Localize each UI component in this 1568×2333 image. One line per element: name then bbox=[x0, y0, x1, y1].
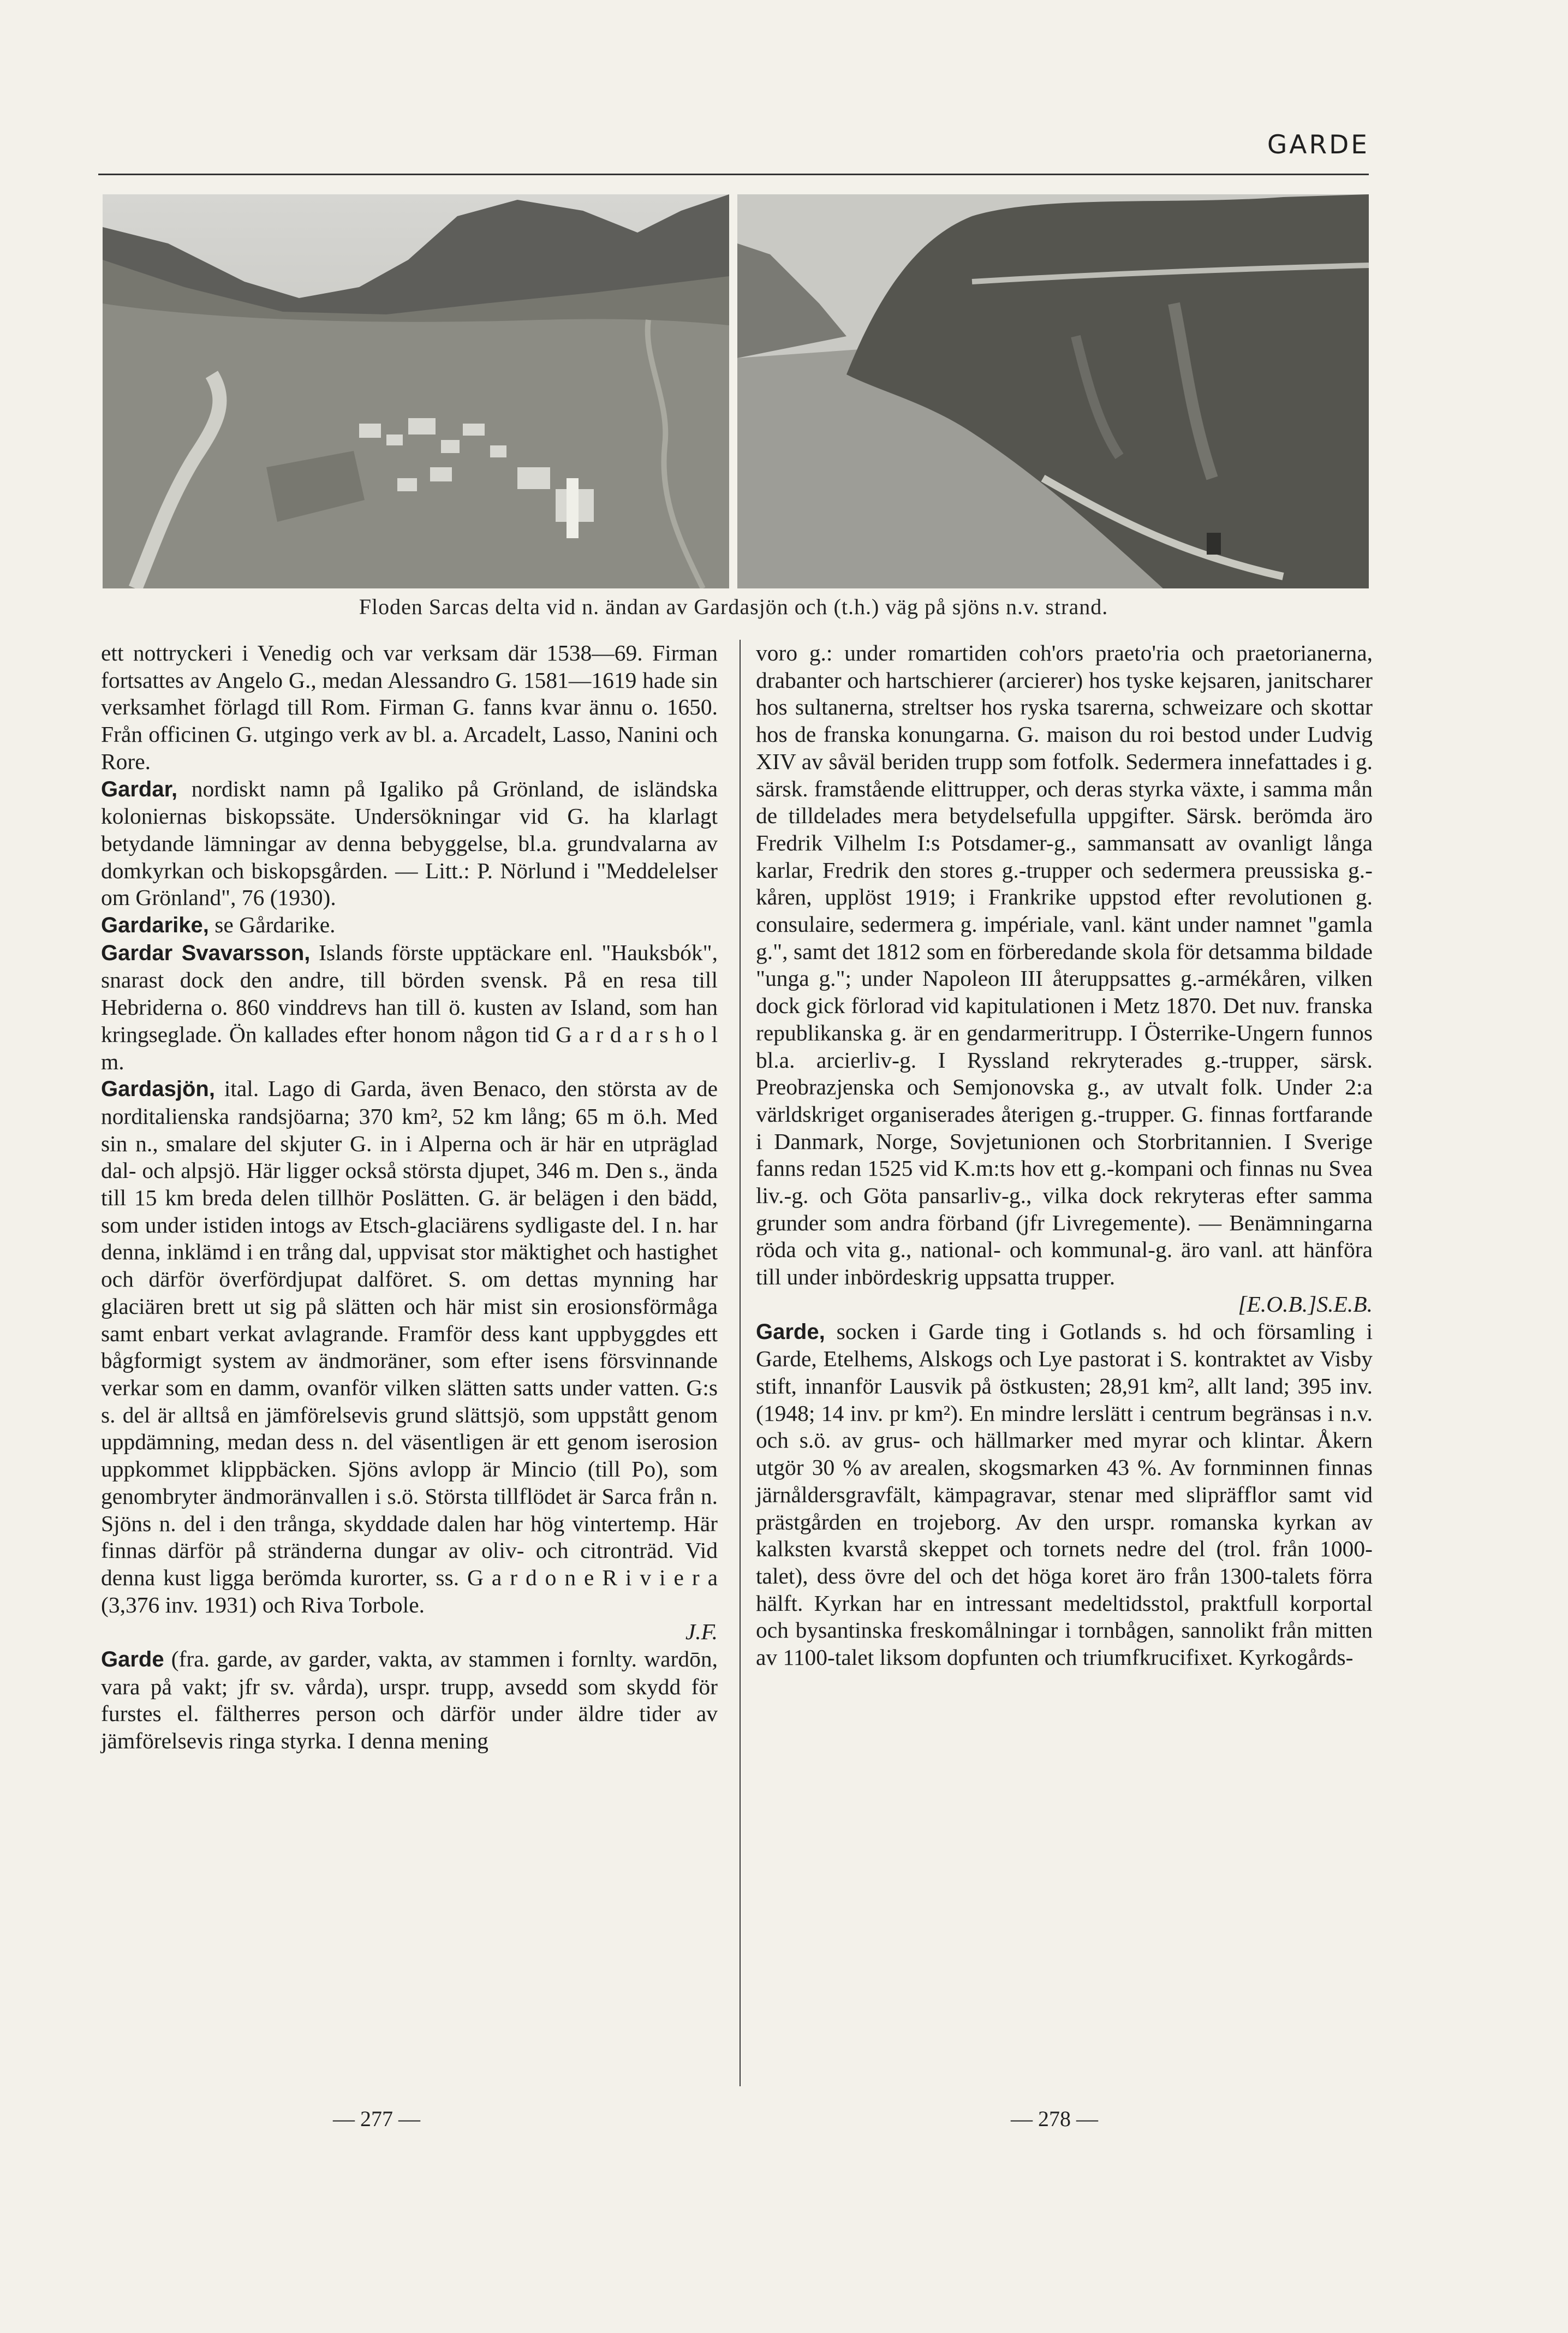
entry-garde-text: (fra. garde, av garder, vakta, av stammen i fornlty. wardōn, vara på vakt; jfr sv. vårda), urspr. trupp, avsedd som skydd för furstes el. fältherres person och därför under äldre tider av jämförelsevis ringa styrka. I denna mening bbox=[101, 1646, 718, 1754]
paragraph-gardano-cont: ett nottryckeri i Venedig och var verksam där 1538—69. Firman fortsattes av Angelo G., medan Alessandro G. 1581—1619 hade sin verksamhet förlagd till Rom. Firman G. fanns kvar ännu o. 1650. Från officinen G. utgingo verk av bl. a. Arcadelt, Lasso, Nanini och Rore. bbox=[101, 640, 718, 774]
photo-sarca-delta bbox=[103, 194, 729, 588]
right-column bbox=[756, 640, 1373, 1671]
headword-gardar-svavarsson: Gardar Svavarsson, bbox=[101, 941, 311, 965]
entry-garde-socken bbox=[756, 1318, 1373, 1671]
entry-gardar bbox=[101, 776, 718, 912]
headword-gardar: Gardar, bbox=[101, 777, 178, 801]
entry-gardasjon bbox=[101, 1075, 718, 1646]
headword-garde: Garde bbox=[101, 1647, 164, 1672]
entry-gardar-svavarsson-text: Islands förste upptäckare enl. "Hauksbók", snarast dock den andre, till börden svensk. På en resa till Hebriderna o. 860 vinddrevs han till ö. kusten av Island, som han kringseglade. Ön kallades efter honom någon tid G a r d a r s h o l m. bbox=[101, 939, 718, 1074]
page-number-left: — 277 — bbox=[333, 2106, 420, 2131]
signature-garde: [E.O.B.]S.E.B. bbox=[1238, 1291, 1373, 1317]
entry-gardar-svavarsson bbox=[101, 939, 718, 1076]
page-number-right: — 278 — bbox=[1011, 2106, 1098, 2131]
entry-garde bbox=[101, 1646, 718, 1755]
left-column bbox=[101, 640, 718, 1755]
column-divider bbox=[740, 640, 741, 2086]
headword-garde-socken: Garde, bbox=[756, 1319, 825, 1344]
entry-gardasjon-text: ital. Lago di Garda, även Benaco, den största av de norditalienska randsjöarna; 370 km², 52 km lång; 65 m ö.h. Med sin n., smalare del skjuter G. in i Alperna och är här en utpräglad dal- och alpsjö. Här ligger också största djupet, 346 m. Den s., ända till 15 km breda delen tillhör Poslätten. G. är belägen i den bädd, som under istiden intogs av Etsch-glaciärens sydligaste del. I n. har denna, inklämd i en trång dal, uppvisat stor mäktighet och hastighet och därför överfördjupat dalföret. S. om dettas mynning har glaciären brett ut sig på slätten och här mist sin erosionsförmåga samt enbart verkat avlagrande. Framför dess kant uppbyggdes ett bågformigt system av ändmoräner, som efter isens försvinnande verkar som en damm, ovanför vilken slätten satts under vatten. G:s s. del är alltså en jämförelsevis grund slättsjö, som uppstått genom uppdämning, medan dess n. del väsentligen är ett genom iserosion uppkommet klippbäcken. Sjöns avlopp är Mincio (till Po), som genombryter ändmoränvallen i s.ö. Största tillflödet är Sarca från n. Sjöns n. del i den trånga, skyddade dalen har hög vintertemp. Här finnas därför på stränderna dungar av oliv- och citronträd. Vid denna kust ligga berömda kurorter, ss. G a r d o n e R i v i e r a (3,376 inv. 1931) och Riva Torbole. bbox=[101, 1076, 718, 1617]
entry-gardarike-text: se Gårdarike. bbox=[208, 912, 336, 938]
running-head: GARDE bbox=[1267, 130, 1369, 160]
headword-gardasjon: Gardasjön, bbox=[101, 1077, 215, 1102]
paragraph-garde-cont: voro g.: under romartiden coh'ors praeto'ria och praetorianerna, drabanter och hartschierer (arcierer) hos tyske kejsaren, janitscharer hos sultanerna, streltser hos ryska tsarerna, schweizare och skottar hos de franska konungarna. G. maison du roi bestod under Ludvig XIV av såväl beriden trupp som fotfolk. Sedermera innefattades i g. särsk. framstående elittrupper, och deras styrka växte, i samma mån de tilldelades mera betydelsefulla uppgifter. Särsk. berömda äro Fredrik Vilhelm I:s Potsdamer-g., sammansatt av ovanligt långa karlar, Fredrik den stores g.-trupper och sedermera preussiska g.-kåren, upplöst 1919; i Frankrike uppstod efter revolutionen g. consulaire, sedermera g. impériale, vanl. känt under namnet "gamla g.", samt det 1812 som en förberedande skola för detsamma bildade "unga g."; under Napoleon III återuppsattes g.-armékåren, vilken dock gick förlorad vid kapitulationen i Metz 1870. Det nuv. franska republikanska g. är en gendarmeritrupp. I Österrike-Ungern funnos bl.a. arcierliv-g. I Ryssland rekryterades g.-trupper, särsk. Preobrazjenska och Semjonovska g., av utvalt folk. Under 2:a världskriget organiserades återigen g.-trupper. G. finnas fortfarande i Danmark, Norge, Sovjetunionen och Storbritannien. I Sverige fanns redan 1525 vid K.m:ts hov ett g.-kompani och finnas nu Svea liv.-g. och Göta pansarliv-g., vilka dock rekryteras efter samma grunder som andra förband (jfr Livregemente). — Benämningarna röda och vita g., national- och kommunal-g. äro vanl. att hänföra till under inbördeskrig uppsatta trupper. bbox=[756, 640, 1373, 1290]
headword-gardarike: Gardarike, bbox=[101, 913, 209, 938]
photo-lakeside-road bbox=[737, 194, 1369, 588]
entry-gardarike bbox=[101, 912, 718, 939]
signature-gardasjon: J.F. bbox=[685, 1619, 718, 1645]
figure-caption: Floden Sarcas delta vid n. ändan av Gardasjön och (t.h.) väg på sjöns n.v. strand. bbox=[359, 594, 1108, 619]
entry-garde-socken-text: socken i Garde ting i Gotlands s. hd och församling i Garde, Etelhems, Alskogs och Lye pastorat i S. kontraktet av Visby stift, innanför Lausvik på östkusten; 28,91 km², allt land; 395 inv. (1948; 14 inv. pr km²). En mindre lerslätt i centrum begränsas i n.v. och s.ö. av grus- och hällmarker med myrar och klintar. Åkern utgör 30 % av arealen, skogsmarken 43 %. Av fornminnen finnas järnåldersgravfält, kämpagravar, stenar med slipräfflor samt vid prästgården en trojeborg. Av den urspr. romanska kyrkan av kalksten kvarstå skeppet och tornets nedre del (trol. från 1000-talet), dess övre del och det höga koret äro från 1300-talets förra hälft. Kyrkan har en intressant medeltidsstol, praktfull korportal och bysantinska freskomålningar i tornbågen, sannolikt från mitten av 1100-talet liksom dopfunten och triumfkrucifixet. Kyrkogårds- bbox=[756, 1318, 1373, 1670]
entry-gardar-text: nordiskt namn på Igaliko på Grönland, de isländska koloniernas biskopssäte. Undersökningar vid G. ha klarlagt betydande lämningar av denna bebyggelse, bl.a. grundvalarna av domkyrkan och biskopsgården. — Litt.: P. Nörlund i "Meddelelser om Grönland", 76 (1930). bbox=[101, 776, 718, 910]
header-rule bbox=[98, 174, 1369, 175]
